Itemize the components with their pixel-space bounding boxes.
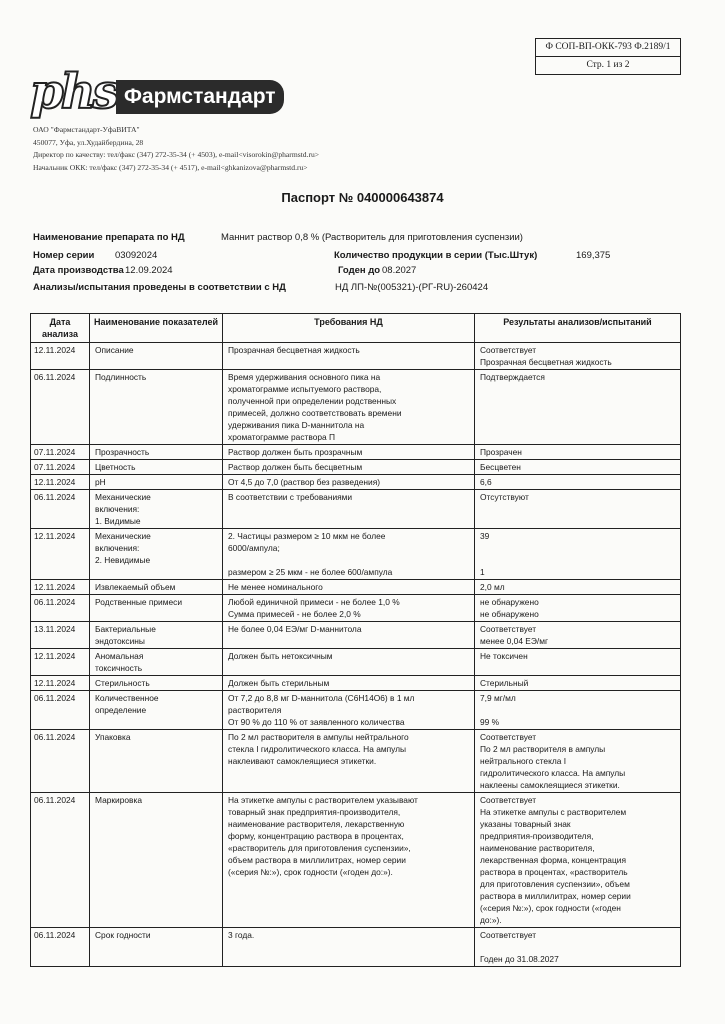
form-code: Ф СОП-ВП-ОКК-793 Ф.2189/1 <box>545 42 671 52</box>
cell-requirement-line: растворителя <box>228 705 282 715</box>
cell-indicator-line: Аномальная <box>95 651 144 661</box>
cell-result-line <box>480 704 675 716</box>
cell-result <box>475 529 681 580</box>
cell-requirement <box>223 595 475 622</box>
table-header-row <box>31 314 681 343</box>
table-row <box>31 343 681 370</box>
cell-indicator-line: Извлекаемый объем <box>95 582 176 592</box>
cell-result <box>475 460 681 475</box>
cell-indicator <box>90 676 223 691</box>
cell-requirement-line: Раствор должен быть бесцветным <box>228 462 363 472</box>
cell-indicator <box>90 370 223 445</box>
table-row <box>31 529 681 580</box>
cell-result-line: Прозрачен <box>480 447 522 457</box>
cell-indicator-line: Маркировка <box>95 795 142 805</box>
cell-result-line: для приготовления суспензии», объем <box>480 879 630 889</box>
cell-requirement <box>223 490 475 529</box>
table-row <box>31 490 681 529</box>
cell-requirement-line: На этикетке ампулы с растворителем указывают <box>228 795 418 805</box>
cell-requirement <box>223 580 475 595</box>
production-date-value: 12.09.2024 <box>125 265 173 276</box>
cell-result <box>475 490 681 529</box>
quantity-value: 169,375 <box>576 250 611 261</box>
table-row <box>31 649 681 676</box>
cell-indicator-line: включения: <box>95 543 140 553</box>
cell-indicator-line: определение <box>95 705 147 715</box>
cell-requirement-line: «растворитель для приготовления суспензии», <box>228 843 411 853</box>
cell-requirement-line: Должен быть стерильным <box>228 678 330 688</box>
table-row <box>31 475 681 490</box>
cell-requirement-line: Не менее номинального <box>228 582 323 592</box>
cell-requirement <box>223 445 475 460</box>
cell-requirement <box>223 529 475 580</box>
quantity-label: Количество продукции в серии (Тыс.Штук) <box>334 250 538 261</box>
table-row <box>31 691 681 730</box>
cell-result-line: 39 <box>480 531 490 541</box>
cell-requirement-line: От 7,2 до 8,8 мг D-маннитола (C6H14O6) в 1 мл <box>228 693 415 703</box>
cell-date: 07.11.2024 <box>31 460 90 475</box>
cell-result-line: наименование растворителя, <box>480 843 595 853</box>
cell-requirement-line: размером ≥ 25 мкм - не более 600/ампула <box>228 567 393 577</box>
cell-requirement <box>223 928 475 967</box>
cell-result-line: Соответствует <box>480 345 537 355</box>
cell-requirement-line: От 4,5 до 7,0 (раствор без разведения) <box>228 477 381 487</box>
cell-date: 06.11.2024 <box>31 490 90 529</box>
company-address: 450077, Уфа, ул.Худайбердина, 28 <box>33 137 144 147</box>
table-row <box>31 370 681 445</box>
document-title: Паспорт № 040000643874 <box>281 190 444 205</box>
form-code-box <box>535 38 681 75</box>
cell-result <box>475 445 681 460</box>
cell-indicator <box>90 691 223 730</box>
cell-result-line: Отсутствуют <box>480 492 529 502</box>
cell-requirement <box>223 370 475 445</box>
cell-date: 12.11.2024 <box>31 529 90 580</box>
cell-date: 13.11.2024 <box>31 622 90 649</box>
page-number: Стр. 1 из 2 <box>536 56 680 74</box>
cell-result-line: 7,9 мг/мл <box>480 693 516 703</box>
cell-indicator-line: Цветность <box>95 462 136 472</box>
cell-requirement-line: («серия №:»), срок годности («годен до:»). <box>228 867 393 877</box>
cell-indicator <box>90 649 223 676</box>
director-contact: Директор по качеству: тел/факс (347) 272-35-34 (+ 4503), e-mail<visorokin@pharmstd.ru> <box>33 150 320 159</box>
cell-result-line: Бесцветен <box>480 462 521 472</box>
cell-result-line: Соответствует <box>480 795 537 805</box>
cell-result-line: не обнаружено <box>480 597 539 607</box>
cell-result <box>475 343 681 370</box>
cell-requirement <box>223 676 475 691</box>
cell-requirement-line: 3 года. <box>228 930 255 940</box>
cell-date: 06.11.2024 <box>31 928 90 967</box>
cell-indicator <box>90 445 223 460</box>
analysis-table <box>30 313 681 967</box>
cell-indicator-line: Количественное <box>95 693 159 703</box>
cell-result <box>475 475 681 490</box>
company-info <box>33 124 319 174</box>
logo-brand: Фармстандарт <box>116 80 284 114</box>
cell-requirement <box>223 649 475 676</box>
cell-result-line: до:»). <box>480 915 502 925</box>
cell-requirement-line: удерживания пика D-маннитола на <box>228 420 365 430</box>
cell-requirement-line: наименование растворителя, лекарственную <box>228 819 405 829</box>
cell-result-line: наклеены самоклеящиеся этикетки. <box>480 780 620 790</box>
cell-requirement-line <box>228 554 469 566</box>
cell-result <box>475 622 681 649</box>
cell-result-line: Не токсичен <box>480 651 528 661</box>
header-indicator: Наименование показателей <box>90 314 223 343</box>
product-value: Маннит раствор 0,8 % (Растворитель для приготовления суспензии) <box>221 232 523 243</box>
cell-requirement-line: наклеивают самоклеящиеся этикетки. <box>228 756 377 766</box>
cell-result-line <box>480 941 675 953</box>
cell-requirement-line: 6000/ампула; <box>228 543 280 553</box>
cell-result-line: не обнаружено <box>480 609 539 619</box>
table-row <box>31 445 681 460</box>
cell-result-line: На этикетке ампулы с растворителем <box>480 807 627 817</box>
cell-requirement-line: полученной при определении родственных <box>228 396 397 406</box>
cell-result-line: лекарственная форма, концентрация <box>480 855 626 865</box>
cell-indicator-line: Упаковка <box>95 732 131 742</box>
cell-indicator <box>90 928 223 967</box>
cell-result-line <box>480 542 675 554</box>
cell-result-line <box>480 554 675 566</box>
cell-requirement-line: стекла I гидролитического класса. На ампулы <box>228 744 407 754</box>
cell-indicator-line: Механические <box>95 531 151 541</box>
cell-result-line: Соответствует <box>480 930 537 940</box>
cell-date: 06.11.2024 <box>31 793 90 928</box>
company-logo <box>30 64 276 120</box>
cell-result-line: Соответствует <box>480 732 537 742</box>
cell-requirement-line: Не более 0,04 ЕЭ/мг D-маннитола <box>228 624 362 634</box>
cell-requirement-line: Любой единичной примеси - не более 1,0 % <box>228 597 400 607</box>
cell-result-line: раствора в миллилитрах, номер серии <box>480 891 631 901</box>
cell-indicator-line: токсичность <box>95 663 143 673</box>
cell-indicator-line: Подлинность <box>95 372 147 382</box>
cell-indicator-line: Описание <box>95 345 134 355</box>
cell-indicator <box>90 580 223 595</box>
cell-result <box>475 595 681 622</box>
series-label: Номер серии <box>33 250 95 261</box>
table-row <box>31 793 681 928</box>
table-row <box>31 595 681 622</box>
cell-requirement-line: товарный знак предприятия-производителя, <box>228 807 401 817</box>
cell-result-line: Годен до 31.08.2027 <box>480 954 559 964</box>
cell-indicator-line: Механические <box>95 492 151 502</box>
cell-indicator <box>90 343 223 370</box>
cell-requirement-line: В соответствии с требованиями <box>228 492 353 502</box>
cell-requirement <box>223 622 475 649</box>
cell-requirement <box>223 343 475 370</box>
cell-requirement-line: Сумма примесей - не более 2,0 % <box>228 609 361 619</box>
cell-result-line: Подтверждается <box>480 372 545 382</box>
cell-result-line: 6,6 <box>480 477 492 487</box>
cell-indicator-line: Прозрачность <box>95 447 150 457</box>
cell-requirement <box>223 475 475 490</box>
cell-indicator-line: 1. Видимые <box>95 516 141 526</box>
cell-requirement-line: примесей, должно соответствовать времени <box>228 408 402 418</box>
cell-result <box>475 928 681 967</box>
series-value: 03092024 <box>115 250 158 261</box>
cell-indicator <box>90 460 223 475</box>
expiry-label: Годен до <box>338 265 381 276</box>
cell-requirement-line: От 90 % до 110 % от заявленного количества <box>228 717 405 727</box>
cell-requirement-line: По 2 мл растворителя в ампулы нейтрального <box>228 732 409 742</box>
cell-result-line: указаны товарный знак <box>480 819 571 829</box>
cell-result-line: 1 <box>480 567 485 577</box>
cell-requirement <box>223 691 475 730</box>
cell-indicator-line: 2. Невидимые <box>95 555 151 565</box>
cell-date: 06.11.2024 <box>31 691 90 730</box>
cell-requirement <box>223 460 475 475</box>
cell-result-line: 99 % <box>480 717 500 727</box>
cell-result <box>475 691 681 730</box>
cell-indicator-line: Бактериальные <box>95 624 156 634</box>
cell-requirement-line: хроматограмме испытуемого раствора, <box>228 384 382 394</box>
cell-result-line: гидролитического класса. На ампулы <box>480 768 626 778</box>
cell-date: 06.11.2024 <box>31 730 90 793</box>
cell-indicator <box>90 475 223 490</box>
cell-date: 06.11.2024 <box>31 370 90 445</box>
table-row <box>31 622 681 649</box>
table-row <box>31 928 681 967</box>
cell-date: 12.11.2024 <box>31 580 90 595</box>
cell-requirement-line: хроматограмме раствора П <box>228 432 336 442</box>
cell-indicator-line: Родственные примеси <box>95 597 183 607</box>
cell-indicator <box>90 595 223 622</box>
logo-mark: phs <box>30 64 117 120</box>
cell-result <box>475 730 681 793</box>
cell-indicator <box>90 730 223 793</box>
cell-indicator-line: включения: <box>95 504 140 514</box>
cell-date: 12.11.2024 <box>31 649 90 676</box>
cell-indicator-line: Стерильность <box>95 678 150 688</box>
cell-indicator <box>90 793 223 928</box>
product-label: Наименование препарата по НД <box>33 232 185 243</box>
header-requirements: Требования НД <box>223 314 475 343</box>
cell-date: 12.11.2024 <box>31 475 90 490</box>
cell-date: 07.11.2024 <box>31 445 90 460</box>
cell-requirement <box>223 730 475 793</box>
cell-result-line: раствора в процентах, «растворитель <box>480 867 628 877</box>
cell-result-line: По 2 мл растворителя в ампулы <box>480 744 606 754</box>
cell-result-line: менее 0,04 ЕЭ/мг <box>480 636 549 646</box>
cell-requirement-line: Время удерживания основного пика на <box>228 372 381 382</box>
cell-result <box>475 649 681 676</box>
cell-date: 12.11.2024 <box>31 343 90 370</box>
cell-indicator <box>90 529 223 580</box>
cell-requirement <box>223 793 475 928</box>
cell-result-line: предприятия-производителя, <box>480 831 594 841</box>
cell-result-line: Стерильный <box>480 678 529 688</box>
production-date-label: Дата производства <box>33 265 124 276</box>
cell-result-line: 2,0 мл <box>480 582 505 592</box>
cell-indicator <box>90 622 223 649</box>
cell-result <box>475 370 681 445</box>
cell-requirement-line: объем раствора в миллилитрах, номер серии <box>228 855 406 865</box>
cell-indicator-line: Срок годности <box>95 930 151 940</box>
cell-requirement-line: Должен быть нетоксичным <box>228 651 333 661</box>
cell-requirement-line: Прозрачная бесцветная жидкость <box>228 345 360 355</box>
table-row <box>31 460 681 475</box>
analysis-standard-label: Анализы/испытания проведены в соответствии с НД <box>33 282 286 293</box>
cell-result <box>475 793 681 928</box>
table-row <box>31 730 681 793</box>
expiry-value: 08.2027 <box>382 265 417 276</box>
cell-requirement-line: 2. Частицы размером ≥ 10 мкм не более <box>228 531 386 541</box>
cell-indicator-line: эндотоксины <box>95 636 145 646</box>
cell-result <box>475 676 681 691</box>
analysis-standard-value: НД ЛП-№(005321)-(РГ-RU)-260424 <box>335 282 489 293</box>
cell-requirement-line: Раствор должен быть прозрачным <box>228 447 363 457</box>
cell-result-line: нейтрального стекла I <box>480 756 567 766</box>
cell-result <box>475 580 681 595</box>
cell-result-line: Соответствует <box>480 624 537 634</box>
cell-indicator <box>90 490 223 529</box>
header-date: Дата анализа <box>31 314 90 343</box>
cell-result-line: («серия №:»), срок годности («годен <box>480 903 621 913</box>
cell-requirement-line: форму, концентрацию раствора в процентах, <box>228 831 404 841</box>
company-name: ОАО "Фармстандарт-УфаВИТА" <box>33 125 140 134</box>
cell-indicator-line: pH <box>95 477 106 487</box>
cell-date: 12.11.2024 <box>31 676 90 691</box>
okk-head-contact: Начальник ОКК: тел/факс (347) 272-35-34 (+ 4517), e-mail<ghkanizova@pharmstd.ru> <box>33 162 308 172</box>
table-row <box>31 676 681 691</box>
cell-result-line: Прозрачная бесцветная жидкость <box>480 357 612 367</box>
table-row <box>31 580 681 595</box>
header-results: Результаты анализов/испытаний <box>475 314 681 343</box>
cell-date: 06.11.2024 <box>31 595 90 622</box>
